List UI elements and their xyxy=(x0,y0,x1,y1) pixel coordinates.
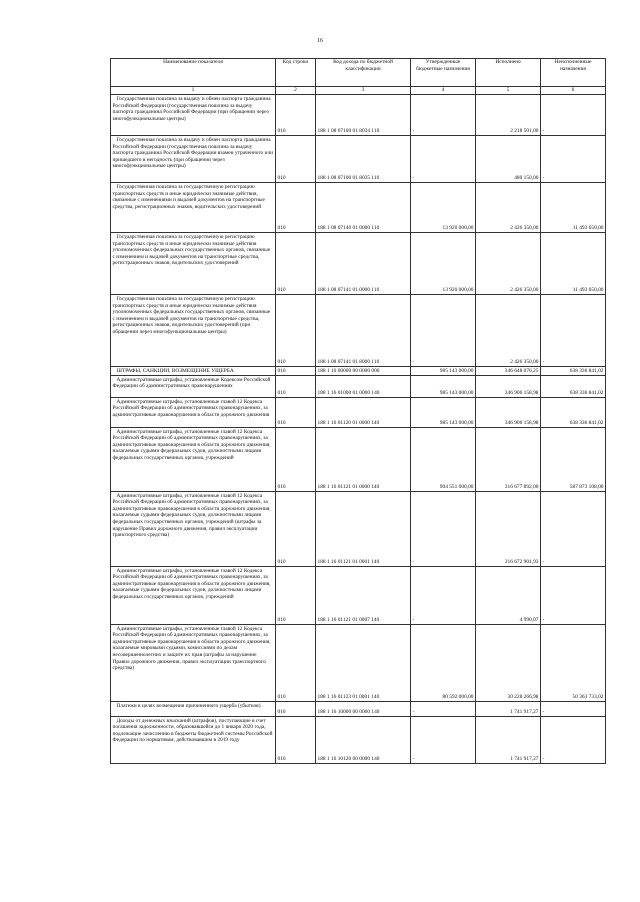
row-unexecuted: 11 493 650,00 xyxy=(541,183,606,233)
row-executed: 2 218 501,00 xyxy=(476,95,541,136)
header-done: Исполнено xyxy=(476,59,541,87)
row-line-code: 010 xyxy=(276,136,316,183)
table-row xyxy=(111,716,606,763)
row-line-code: 010 xyxy=(276,716,316,763)
row-unexecuted: - xyxy=(541,491,606,566)
row-executed: 2 426 350,00 xyxy=(476,295,541,367)
row-executed: 4 990,07 xyxy=(476,566,541,624)
row-name: Государственная пошлина за государственную регистрацию транспортных средств и иные юридически значимые действия уполномоченных федеральных государственных органов, связанные с изменением и выдачей документов на транспортные средства, регистрационных знаков, водительских удостоверений xyxy=(111,233,276,295)
table-row xyxy=(111,427,606,491)
table-row xyxy=(111,701,606,716)
row-unexecuted: - xyxy=(541,716,606,763)
revenue-table xyxy=(110,58,606,764)
row-executed: 1 741 917,27 xyxy=(476,701,541,716)
header-line: Код строки xyxy=(276,59,316,87)
header-name: Наименование показателя xyxy=(111,59,276,87)
row-approved: 985 143 000,00 xyxy=(411,397,476,427)
row-name: Государственная пошлина за выдачу и обмен паспорта гражданина Российской Федерации (государственная пошлина за выдачу паспорта гражданина Российской Федерации взамен утраченного или пришедшего в негодность (при обращении через многофункциональные центры) xyxy=(111,136,276,183)
row-approved: 904 551 000,00 xyxy=(411,427,476,491)
row-name: Административные штрафы, установленные главой 12 Кодекса Российской Федерации об административных правонарушениях, за административные правонарушения в области дорожного движения, налагаемые судьями федеральных судов, должностными лицами федеральных государственных органов, учреждений xyxy=(111,427,276,491)
row-executed: 30 228 266,98 xyxy=(476,624,541,701)
row-name: Государственная пошлина за выдачу и обмен паспорта гражданина Российской Федерации (государственная пошлина за выдачу паспорта гражданина Российской Федерации (при обращении через многофункциональные центры) xyxy=(111,95,276,136)
column-number: 3 xyxy=(316,87,411,95)
row-name: Административные штрафы, установленные Кодексом Российской Федерации об административных правонарушениях xyxy=(111,375,276,397)
row-line-code: 010 xyxy=(276,183,316,233)
row-executed: 346 906 158,98 xyxy=(476,375,541,397)
row-income-code: 188 1 16 01123 01 0001 140 xyxy=(316,624,411,701)
row-approved: - xyxy=(411,701,476,716)
row-unexecuted: - xyxy=(541,295,606,367)
row-approved: 985 143 000,00 xyxy=(411,367,476,376)
table-row xyxy=(111,95,606,136)
row-income-code: 188 1 16 01121 01 0000 140 xyxy=(316,427,411,491)
column-number: 5 xyxy=(476,87,541,95)
row-income-code: 188 1 16 01120 01 0000 140 xyxy=(316,397,411,427)
row-unexecuted: 587 873 108,00 xyxy=(541,427,606,491)
row-name: Государственная пошлина за государственную регистрацию транспортных средств и иные юридически значимые действия уполномоченных федеральных государственных органов, связанные с изменением и выдачей документов на транспортные средства, регистрационных знаков, водительских удостоверений (при обращении через многофункциональные центры) xyxy=(111,295,276,367)
row-approved: 13 920 000,00 xyxy=(411,233,476,295)
row-income-code: 188 1 16 01000 01 0000 140 xyxy=(316,375,411,397)
row-approved: 13 920 000,00 xyxy=(411,183,476,233)
row-executed: 346 648 076,25 xyxy=(476,367,541,376)
row-unexecuted: 50 363 733,02 xyxy=(541,624,606,701)
table-row xyxy=(111,375,606,397)
row-executed: 346 906 158,98 xyxy=(476,397,541,427)
row-line-code: 010 xyxy=(276,95,316,136)
header-rest: Неисполненные назначения xyxy=(541,59,606,87)
row-name: Административные штрафы, установленные главой 12 Кодекса Российской Федерации об административных правонарушениях, за административные правонарушения в области дорожного движения, налагаемые судьями федеральных судов, должностными лицами федеральных государственных органов, учреждений xyxy=(111,566,276,624)
row-line-code: 010 xyxy=(276,701,316,716)
row-executed: 480 150,00 xyxy=(476,136,541,183)
row-unexecuted: - xyxy=(541,566,606,624)
row-approved: - xyxy=(411,566,476,624)
row-name: Административные штрафы, установленные главой 12 Кодекса Российской Федерации об административных правонарушениях, за административные правонарушения в области дорожного движения xyxy=(111,397,276,427)
table-row xyxy=(111,367,606,376)
row-income-code: 188 1 16 10120 00 0000 140 xyxy=(316,716,411,763)
table-row xyxy=(111,624,606,701)
table-row xyxy=(111,491,606,566)
row-unexecuted: 638 336 841,02 xyxy=(541,397,606,427)
row-name: Административные штрафы, установленные главой 12 Кодекса Российской Федерации об административных правонарушениях, за административные правонарушения в области дорожного движения, налагаемые мировыми судьями, комиссиями по делам несовершеннолетних и защите их прав (штрафы за нарушение Правил дорожного движения, правил эксплуатации транспортного средства) xyxy=(111,624,276,701)
row-approved: - xyxy=(411,95,476,136)
row-line-code: 010 xyxy=(276,233,316,295)
row-income-code: 188 1 16 01121 01 0007 140 xyxy=(316,566,411,624)
row-name: Административные штрафы, установленные главой 12 Кодекса Российской Федерации об административных правонарушениях, за административные правонарушения в области дорожного движения, налагаемые судьями федеральных судов, должностными лицами федеральных государственных органов, учреждений (штрафы за нарушение Правил дорожного движения, правил эксплуатации транспортного средства) xyxy=(111,491,276,566)
table-row xyxy=(111,566,606,624)
row-line-code: 010 xyxy=(276,491,316,566)
row-line-code: 010 xyxy=(276,427,316,491)
row-line-code: 010 xyxy=(276,624,316,701)
row-unexecuted: - xyxy=(541,95,606,136)
row-income-code: 188 1 08 07100 01 8034 110 xyxy=(316,95,411,136)
row-unexecuted: - xyxy=(541,701,606,716)
row-unexecuted: 11 493 650,00 xyxy=(541,233,606,295)
column-number-row xyxy=(111,87,606,95)
row-executed: 1 741 917,27 xyxy=(476,716,541,763)
row-income-code: 188 1 08 07141 01 8000 110 xyxy=(316,295,411,367)
row-line-code: 010 xyxy=(276,367,316,376)
table-row xyxy=(111,136,606,183)
row-approved: - xyxy=(411,491,476,566)
table-row xyxy=(111,183,606,233)
header-row xyxy=(111,59,606,87)
row-approved: - xyxy=(411,716,476,763)
row-unexecuted: 638 336 841,02 xyxy=(541,367,606,376)
column-number: 2 xyxy=(276,87,316,95)
row-unexecuted: 638 336 841,02 xyxy=(541,375,606,397)
row-executed: 316 672 901,93 xyxy=(476,491,541,566)
row-income-code: 188 1 16 00000 00 0000 000 xyxy=(316,367,411,376)
row-executed: 2 426 350,00 xyxy=(476,233,541,295)
row-executed: 2 426 350,00 xyxy=(476,183,541,233)
row-line-code: 010 xyxy=(276,375,316,397)
row-executed: 316 677 892,00 xyxy=(476,427,541,491)
row-income-code: 188 1 16 10000 00 0000 140 xyxy=(316,701,411,716)
table-row xyxy=(111,233,606,295)
row-approved: 985 143 000,00 xyxy=(411,375,476,397)
row-unexecuted: - xyxy=(541,136,606,183)
header-approved: Утвержденные бюджетные назначения xyxy=(411,59,476,87)
row-name: Платежи в целях возмещения причиненного ущерба (убытков) xyxy=(111,701,276,716)
table-row xyxy=(111,295,606,367)
row-line-code: 010 xyxy=(276,397,316,427)
column-number: 6 xyxy=(541,87,606,95)
row-income-code: 188 1 08 07100 01 8035 110 xyxy=(316,136,411,183)
row-name: Государственная пошлина за государственную регистрацию транспортных средств и иные юридически значимые действия, связанные с изменениями и выдачей документов на транспортные средства, регистрационных знаков, водительских удостоверений xyxy=(111,183,276,233)
column-number: 4 xyxy=(411,87,476,95)
row-approved: 80 592 000,00 xyxy=(411,624,476,701)
header-code: Код дохода по бюджетной классификации xyxy=(316,59,411,87)
row-approved: - xyxy=(411,136,476,183)
column-number: 1 xyxy=(111,87,276,95)
table-row xyxy=(111,397,606,427)
row-line-code: 010 xyxy=(276,295,316,367)
row-income-code: 188 1 16 01121 01 0001 140 xyxy=(316,491,411,566)
page-number: 16 xyxy=(317,38,323,44)
row-name: Доходы от денежных взысканий (штрафов), поступающие в счет погашения задолженности, образовавшейся до 1 января 2020 года, подлежащие зачислению в бюджеты бюджетной системы Российской Федерации по нормативам, действовавшим в 2019 году xyxy=(111,716,276,763)
row-income-code: 188 1 08 07140 01 0000 110 xyxy=(316,183,411,233)
row-line-code: 010 xyxy=(276,566,316,624)
row-approved: - xyxy=(411,295,476,367)
row-name: ШТРАФЫ, САНКЦИИ, ВОЗМЕЩЕНИЕ УЩЕРБА xyxy=(111,367,276,376)
row-income-code: 188 1 08 07141 01 0000 110 xyxy=(316,233,411,295)
